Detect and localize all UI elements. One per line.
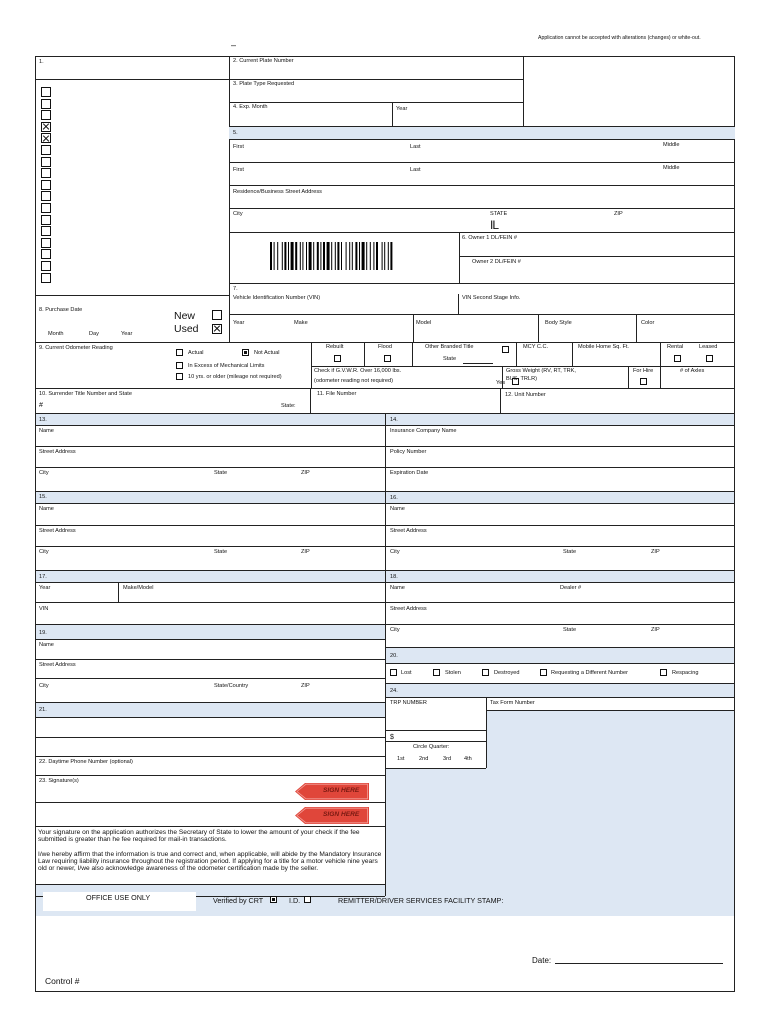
ten-yrs-checkbox[interactable]: [176, 373, 183, 380]
mcy-label: MCY C.C.: [523, 344, 549, 350]
sec14-label: 14.: [390, 417, 398, 423]
stolen-checkbox[interactable]: [433, 669, 440, 676]
sec4-year: Year: [396, 106, 408, 112]
rebuilt-checkbox[interactable]: [334, 355, 341, 362]
sec1-checkbox[interactable]: [41, 157, 51, 167]
sec15-state-label: State: [214, 549, 228, 555]
destroyed-label: Destroyed: [494, 670, 520, 676]
quarter-2nd[interactable]: 2nd: [419, 756, 429, 762]
sec3-label: 3. Plate Type Requested: [233, 81, 295, 87]
sec1-checkbox[interactable]: [41, 273, 51, 283]
sec18-street-label: Street Address: [390, 606, 427, 612]
trp-number-label: TRP NUMBER: [390, 700, 427, 706]
sec1-checkbox[interactable]: [41, 99, 51, 109]
body-style-label: Body Style: [545, 320, 572, 326]
mobile-home-label: Mobile Home Sq. Ft.: [578, 344, 629, 350]
excess-checkbox[interactable]: [176, 362, 183, 369]
flood-label: Flood: [378, 344, 392, 350]
sec2-label: 2. Current Plate Number: [233, 58, 294, 64]
respacing-checkbox[interactable]: [660, 669, 667, 676]
signature-label: 23. Signature(s): [39, 778, 79, 784]
sec21-label: 21.: [39, 707, 47, 713]
sec1-checkbox[interactable]: [41, 168, 51, 178]
sec1-checkbox[interactable]: [41, 249, 51, 259]
state-il: IL: [490, 218, 499, 232]
sec17-label: 17.: [39, 574, 47, 580]
circle-quarter-label: Circle Quarter:: [413, 744, 450, 750]
lienholder-zip-label: ZIP: [301, 470, 310, 476]
surrender-title-label: 10. Surrender Title Number and State: [39, 391, 132, 397]
sec18-label: 18.: [390, 574, 398, 580]
sec19-name-label: Name: [39, 642, 54, 648]
used-label: Used: [174, 323, 199, 335]
gvwr-note: (odometer reading not required): [314, 378, 393, 384]
color-label: Color: [641, 320, 655, 326]
sec1-checkbox[interactable]: [41, 133, 51, 143]
quarter-4th[interactable]: 4th: [464, 756, 472, 762]
gross-weight-note: BUS, TRLR): [506, 376, 537, 382]
odometer-label: 9. Current Odometer Reading: [39, 345, 113, 351]
rebuilt-label: Rebuilt: [326, 344, 344, 350]
destroyed-checkbox[interactable]: [482, 669, 489, 676]
sec5-label: 5.: [233, 130, 238, 136]
sec19-city-label: City: [39, 683, 49, 689]
new-label: New: [174, 310, 196, 322]
actual-checkbox[interactable]: [176, 349, 183, 356]
sec4-label: 4. Exp. Month: [233, 104, 268, 110]
sec19-zip-label: ZIP: [301, 683, 310, 689]
sec18-name-label: Name: [390, 585, 405, 591]
purchase-month-label: Month: [48, 331, 64, 337]
vin-label: Vehicle Identification Number (VIN): [233, 295, 321, 301]
sec15-street-label: Street Address: [39, 528, 76, 534]
for-hire-label: For Hire: [633, 368, 654, 374]
disclaimer-fee: Your signature on the application authorizes the Secretary of State to lower the amount of your check if the fee submitted is greater than he fee required for mail-in transactions.: [38, 829, 360, 844]
city-label: City: [233, 211, 243, 217]
sec16-zip-label: ZIP: [651, 549, 660, 555]
lost-checkbox[interactable]: [390, 669, 397, 676]
axles-label: # of Axles: [680, 368, 705, 374]
stolen-label: Stolen: [445, 670, 461, 676]
tax-form-label: Tax Form Number: [490, 700, 535, 706]
sec15-name-label: Name: [39, 506, 54, 512]
lienholder-street-label: Street Address: [39, 449, 76, 455]
sec1-checkbox[interactable]: [41, 122, 51, 132]
sec1-checkbox[interactable]: [41, 180, 51, 190]
sec17-year-label: Year: [39, 585, 51, 591]
sec1-checkbox[interactable]: [41, 191, 51, 201]
middle-name-1: Middle: [663, 142, 680, 148]
sec18-state-label: State: [563, 627, 577, 633]
middle-name-2: Middle: [663, 165, 680, 171]
lost-label: Lost: [401, 670, 412, 676]
office-use-only: OFFICE USE ONLY: [86, 893, 151, 902]
control-number-label: Control #: [45, 976, 80, 986]
sec15-zip-label: ZIP: [301, 549, 310, 555]
quarter-3rd[interactable]: 3rd: [443, 756, 452, 762]
surrender-state-label: State:: [281, 403, 296, 409]
sec16-city-label: City: [390, 549, 400, 555]
vehicle-model-label: Model: [416, 320, 432, 326]
owner2-dl-label: Owner 2 DL/FEIN #: [472, 259, 521, 265]
verified-crt-label: Verified by CRT: [213, 896, 264, 905]
lienholder-name-label: Name: [39, 428, 54, 434]
sec16-state-label: State: [563, 549, 577, 555]
purchase-day-label: Day: [89, 331, 99, 337]
purchase-date-label: 8. Purchase Date: [39, 307, 83, 313]
vehicle-year-label: Year: [233, 320, 245, 326]
leased-checkbox[interactable]: [706, 355, 713, 362]
surrender-hash: #: [39, 402, 43, 409]
sec1-checkbox[interactable]: [41, 215, 51, 225]
used-checkbox[interactable]: [212, 324, 222, 334]
lienholder-city-label: City: [39, 470, 49, 476]
insurance-company-label: Insurance Company Name: [390, 428, 457, 434]
sec20-label: 20.: [390, 653, 398, 659]
lienholder-state-label: State: [214, 470, 228, 476]
sec24-label: 24.: [390, 688, 398, 694]
sec17-vin-label: VIN: [39, 606, 49, 612]
date-label: Date:: [532, 956, 552, 965]
rental-checkbox[interactable]: [674, 355, 681, 362]
not-actual-label: Not Actual: [254, 350, 280, 356]
residence-address: Residence/Business Street Address: [233, 189, 322, 195]
not-actual-checkbox[interactable]: [242, 349, 249, 356]
barcode-image: [270, 242, 422, 270]
sec19-label: 19.: [39, 630, 47, 636]
last-name-1: Last: [410, 144, 421, 150]
gvwr-label: Check if G.V.W.R. Over 16,000 lbs.: [314, 368, 402, 374]
sec13-label: 13.: [39, 417, 47, 423]
actual-label: Actual: [188, 350, 204, 356]
sec15-label: 15.: [39, 494, 47, 500]
sec16-street-label: Street Address: [390, 528, 427, 534]
last-name-2: Last: [410, 167, 421, 173]
state-label: STATE: [490, 211, 508, 217]
id-label: I.D.: [289, 896, 301, 905]
excess-label: In Excess of Mechanical Limits: [188, 363, 265, 369]
owner1-dl-label: 6. Owner 1 DL/FEIN #: [462, 235, 518, 241]
policy-number-label: Policy Number: [390, 449, 427, 455]
branded-state-label: State: [443, 356, 457, 362]
new-checkbox[interactable]: [212, 310, 222, 320]
gross-weight-label: Gross Weight (RV, RT, TRK,: [506, 368, 576, 374]
alteration-notice: Application cannot be accepted with alterations (changes) or white-out.: [538, 35, 701, 41]
sec16-name-label: Name: [390, 506, 405, 512]
sec19-state-label: State/Country: [214, 683, 249, 689]
sec18-zip-label: ZIP: [651, 627, 660, 633]
vin-second-stage-label: VIN Second Stage Info.: [462, 295, 521, 301]
quarter-1st[interactable]: 1st: [397, 756, 405, 762]
sec1-checkbox[interactable]: [41, 110, 51, 120]
first-name-1: First: [233, 144, 244, 150]
facility-stamp-label: REMITTER/DRIVER SERVICES FACILITY STAMP:: [338, 896, 504, 905]
sec1-checkbox[interactable]: [41, 226, 51, 236]
unit-number-label: 12. Unit Number: [505, 392, 546, 398]
dollar-sign: $: [390, 734, 394, 741]
sec7-label: 7.: [233, 286, 238, 292]
zip-label: ZIP: [614, 211, 623, 217]
ten-yrs-label: 10 yrs. or older (mileage not required): [188, 374, 282, 380]
respacing-label: Respacing: [672, 670, 699, 676]
rental-label: Rental: [667, 344, 684, 350]
sec16-label: 16.: [390, 495, 398, 501]
file-number-label: 11. File Number: [317, 391, 357, 397]
header-dash: –: [231, 40, 237, 50]
gvwr-yes-label: Yes: [496, 380, 506, 386]
sec17-makemodel-label: Make/Model: [123, 585, 154, 591]
sec19-street-label: Street Address: [39, 662, 76, 668]
sign-here-text-1: SIGN HERE: [323, 787, 360, 794]
sec1-checkbox[interactable]: [41, 203, 51, 213]
sec18-city-label: City: [390, 627, 400, 633]
sec1-checkbox[interactable]: [41, 87, 51, 97]
disclaimer-affirm: I/we hereby affirm that the information is true and correct and, when applicable, will abide by the Mandatory Insurance Law requiring liability insurance throughout the registration period. If applying for a title for a motor vehicle nine years old or newer, I/we also acknowledge awareness of the odometer certification made by the seller.: [38, 851, 382, 873]
expiration-date-label: Expiration Date: [390, 470, 429, 476]
leased-label: Leased: [699, 344, 718, 350]
sec1-label: 1.: [39, 59, 44, 65]
sec1-checkbox[interactable]: [41, 145, 51, 155]
requesting-label: Requesting a Different Number: [551, 670, 629, 676]
sign-here-text-2: SIGN HERE: [323, 811, 360, 818]
other-branded-checkbox[interactable]: [502, 346, 509, 353]
purchase-year-label: Year: [121, 331, 133, 337]
other-branded-label: Other Branded Title: [425, 344, 474, 350]
flood-checkbox[interactable]: [384, 355, 391, 362]
vehicle-make-label: Make: [294, 320, 308, 326]
dealer-number-label: Dealer #: [560, 585, 582, 591]
sec1-checkbox[interactable]: [41, 261, 51, 271]
sec15-city-label: City: [39, 549, 49, 555]
first-name-2: First: [233, 167, 244, 173]
for-hire-checkbox[interactable]: [640, 378, 647, 385]
daytime-phone-label: 22. Daytime Phone Number (optional): [39, 759, 133, 765]
sec1-checkbox[interactable]: [41, 238, 51, 248]
id-checkbox[interactable]: [304, 896, 311, 903]
requesting-checkbox[interactable]: [540, 669, 547, 676]
verified-crt-checkbox[interactable]: [270, 896, 277, 903]
